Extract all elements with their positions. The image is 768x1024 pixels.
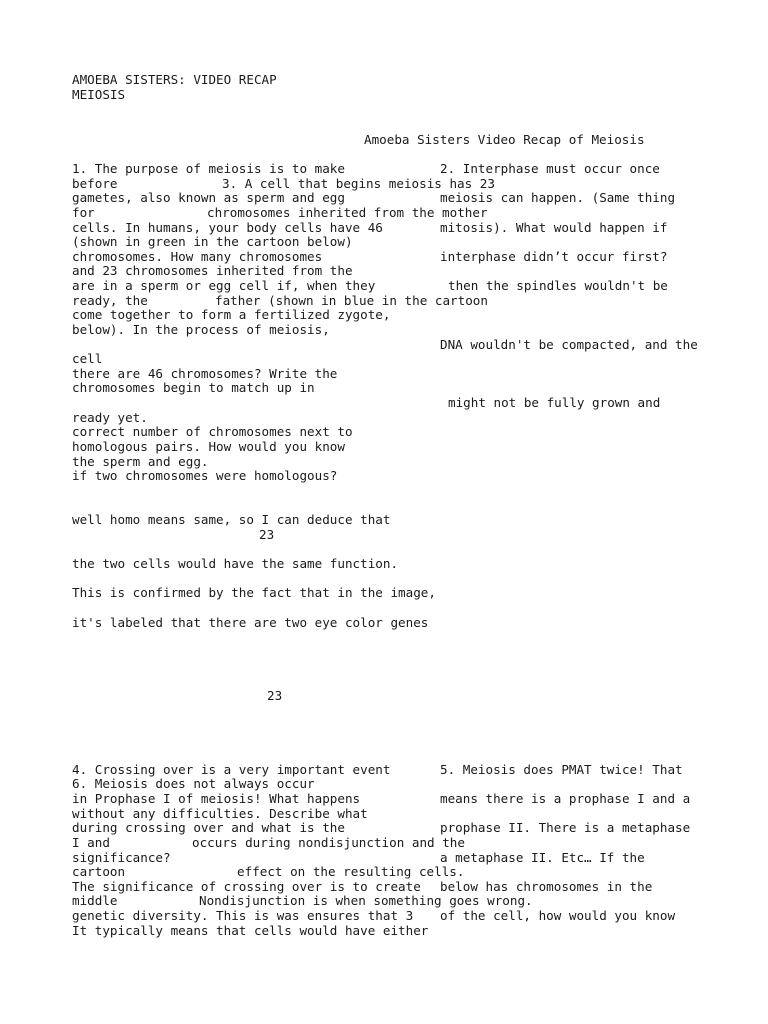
text-line: homologous pairs. How would you know: [72, 439, 345, 454]
text-line: in Prophase I of meiosis! What happens: [72, 791, 361, 806]
text-line: of the cell, how would you know: [440, 908, 676, 923]
header-line-1: AMOEBA SISTERS: VIDEO RECAP: [72, 72, 277, 87]
text-line: chromosomes inherited from the mother: [207, 205, 488, 220]
text-line: genetic diversity. This is was ensures that 3: [72, 908, 414, 923]
text-line: and 23 chromosomes inherited from the: [72, 263, 353, 278]
text-line: are in a sperm or egg cell if, when they: [72, 278, 376, 293]
text-line: if two chromosomes were homologous?: [72, 468, 338, 483]
text-line: then the spindles wouldn't be: [448, 278, 668, 293]
text-line: 4. Crossing over is a very important event: [72, 762, 391, 777]
text-line: below). In the process of meiosis,: [72, 322, 330, 337]
text-line: 6. Meiosis does not always occur: [72, 776, 315, 791]
text-line: the sperm and egg.: [72, 454, 209, 469]
answer-line: This is confirmed by the fact that in the image,: [72, 585, 436, 600]
text-line: means there is a prophase I and a: [440, 791, 691, 806]
text-line: ready yet.: [72, 410, 148, 425]
page-number: 23: [259, 527, 275, 542]
text-line: 5. Meiosis does PMAT twice! That: [440, 762, 683, 777]
text-line: 1. The purpose of meiosis is to make: [72, 161, 345, 176]
text-line: I and: [72, 835, 110, 850]
text-line: a metaphase II. Etc… If the: [440, 850, 645, 865]
answer-line: well homo means same, so I can deduce that: [72, 512, 391, 527]
text-line: ready, the: [72, 293, 148, 308]
text-line: gametes, also known as sperm and egg: [72, 190, 345, 205]
text-line: cell: [72, 351, 103, 366]
text-line: correct number of chromosomes next to: [72, 424, 353, 439]
text-line: meiosis can happen. (Same thing: [440, 190, 676, 205]
text-line: occurs during nondisjunction and the: [192, 835, 465, 850]
text-line: before: [72, 176, 118, 191]
text-line: father (shown in blue in the cartoon: [215, 293, 488, 308]
page-number: 23: [267, 688, 283, 703]
answer-line: the two cells would have the same function.: [72, 556, 399, 571]
text-line: (shown in green in the cartoon below): [72, 234, 353, 249]
text-line: middle: [72, 893, 118, 908]
document-title: Amoeba Sisters Video Recap of Meiosis: [364, 132, 645, 147]
text-line: DNA wouldn't be compacted, and the: [440, 337, 698, 352]
text-line: chromosomes. How many chromosomes: [72, 249, 323, 264]
text-line: The significance of crossing over is to create: [72, 879, 421, 894]
text-line: come together to form a fertilized zygote,: [72, 307, 391, 322]
text-line: during crossing over and what is the: [72, 820, 345, 835]
text-line: cells. In humans, your body cells have 46: [72, 220, 383, 235]
text-line: effect on the resulting cells.: [237, 864, 465, 879]
header-line-2: MEIOSIS: [72, 87, 126, 102]
text-line: there are 46 chromosomes? Write the: [72, 366, 338, 381]
text-line: 3. A cell that begins meiosis has 23: [222, 176, 495, 191]
text-line: mitosis). What would happen if: [440, 220, 668, 235]
text-line: It typically means that cells would have either: [72, 923, 429, 938]
text-line: cartoon: [72, 864, 126, 879]
text-line: for: [72, 205, 95, 220]
text-line: 2. Interphase must occur once: [440, 161, 660, 176]
answer-line: it's labeled that there are two eye color genes: [72, 615, 429, 630]
text-line: prophase II. There is a metaphase: [440, 820, 691, 835]
text-line: Nondisjunction is when something goes wrong.: [199, 893, 533, 908]
text-line: interphase didn’t occur first?: [440, 249, 668, 264]
text-line: below has chromosomes in the: [440, 879, 653, 894]
text-line: significance?: [72, 850, 171, 865]
text-line: without any difficulties. Describe what: [72, 806, 368, 821]
text-line: chromosomes begin to match up in: [72, 380, 315, 395]
text-line: might not be fully grown and: [448, 395, 661, 410]
